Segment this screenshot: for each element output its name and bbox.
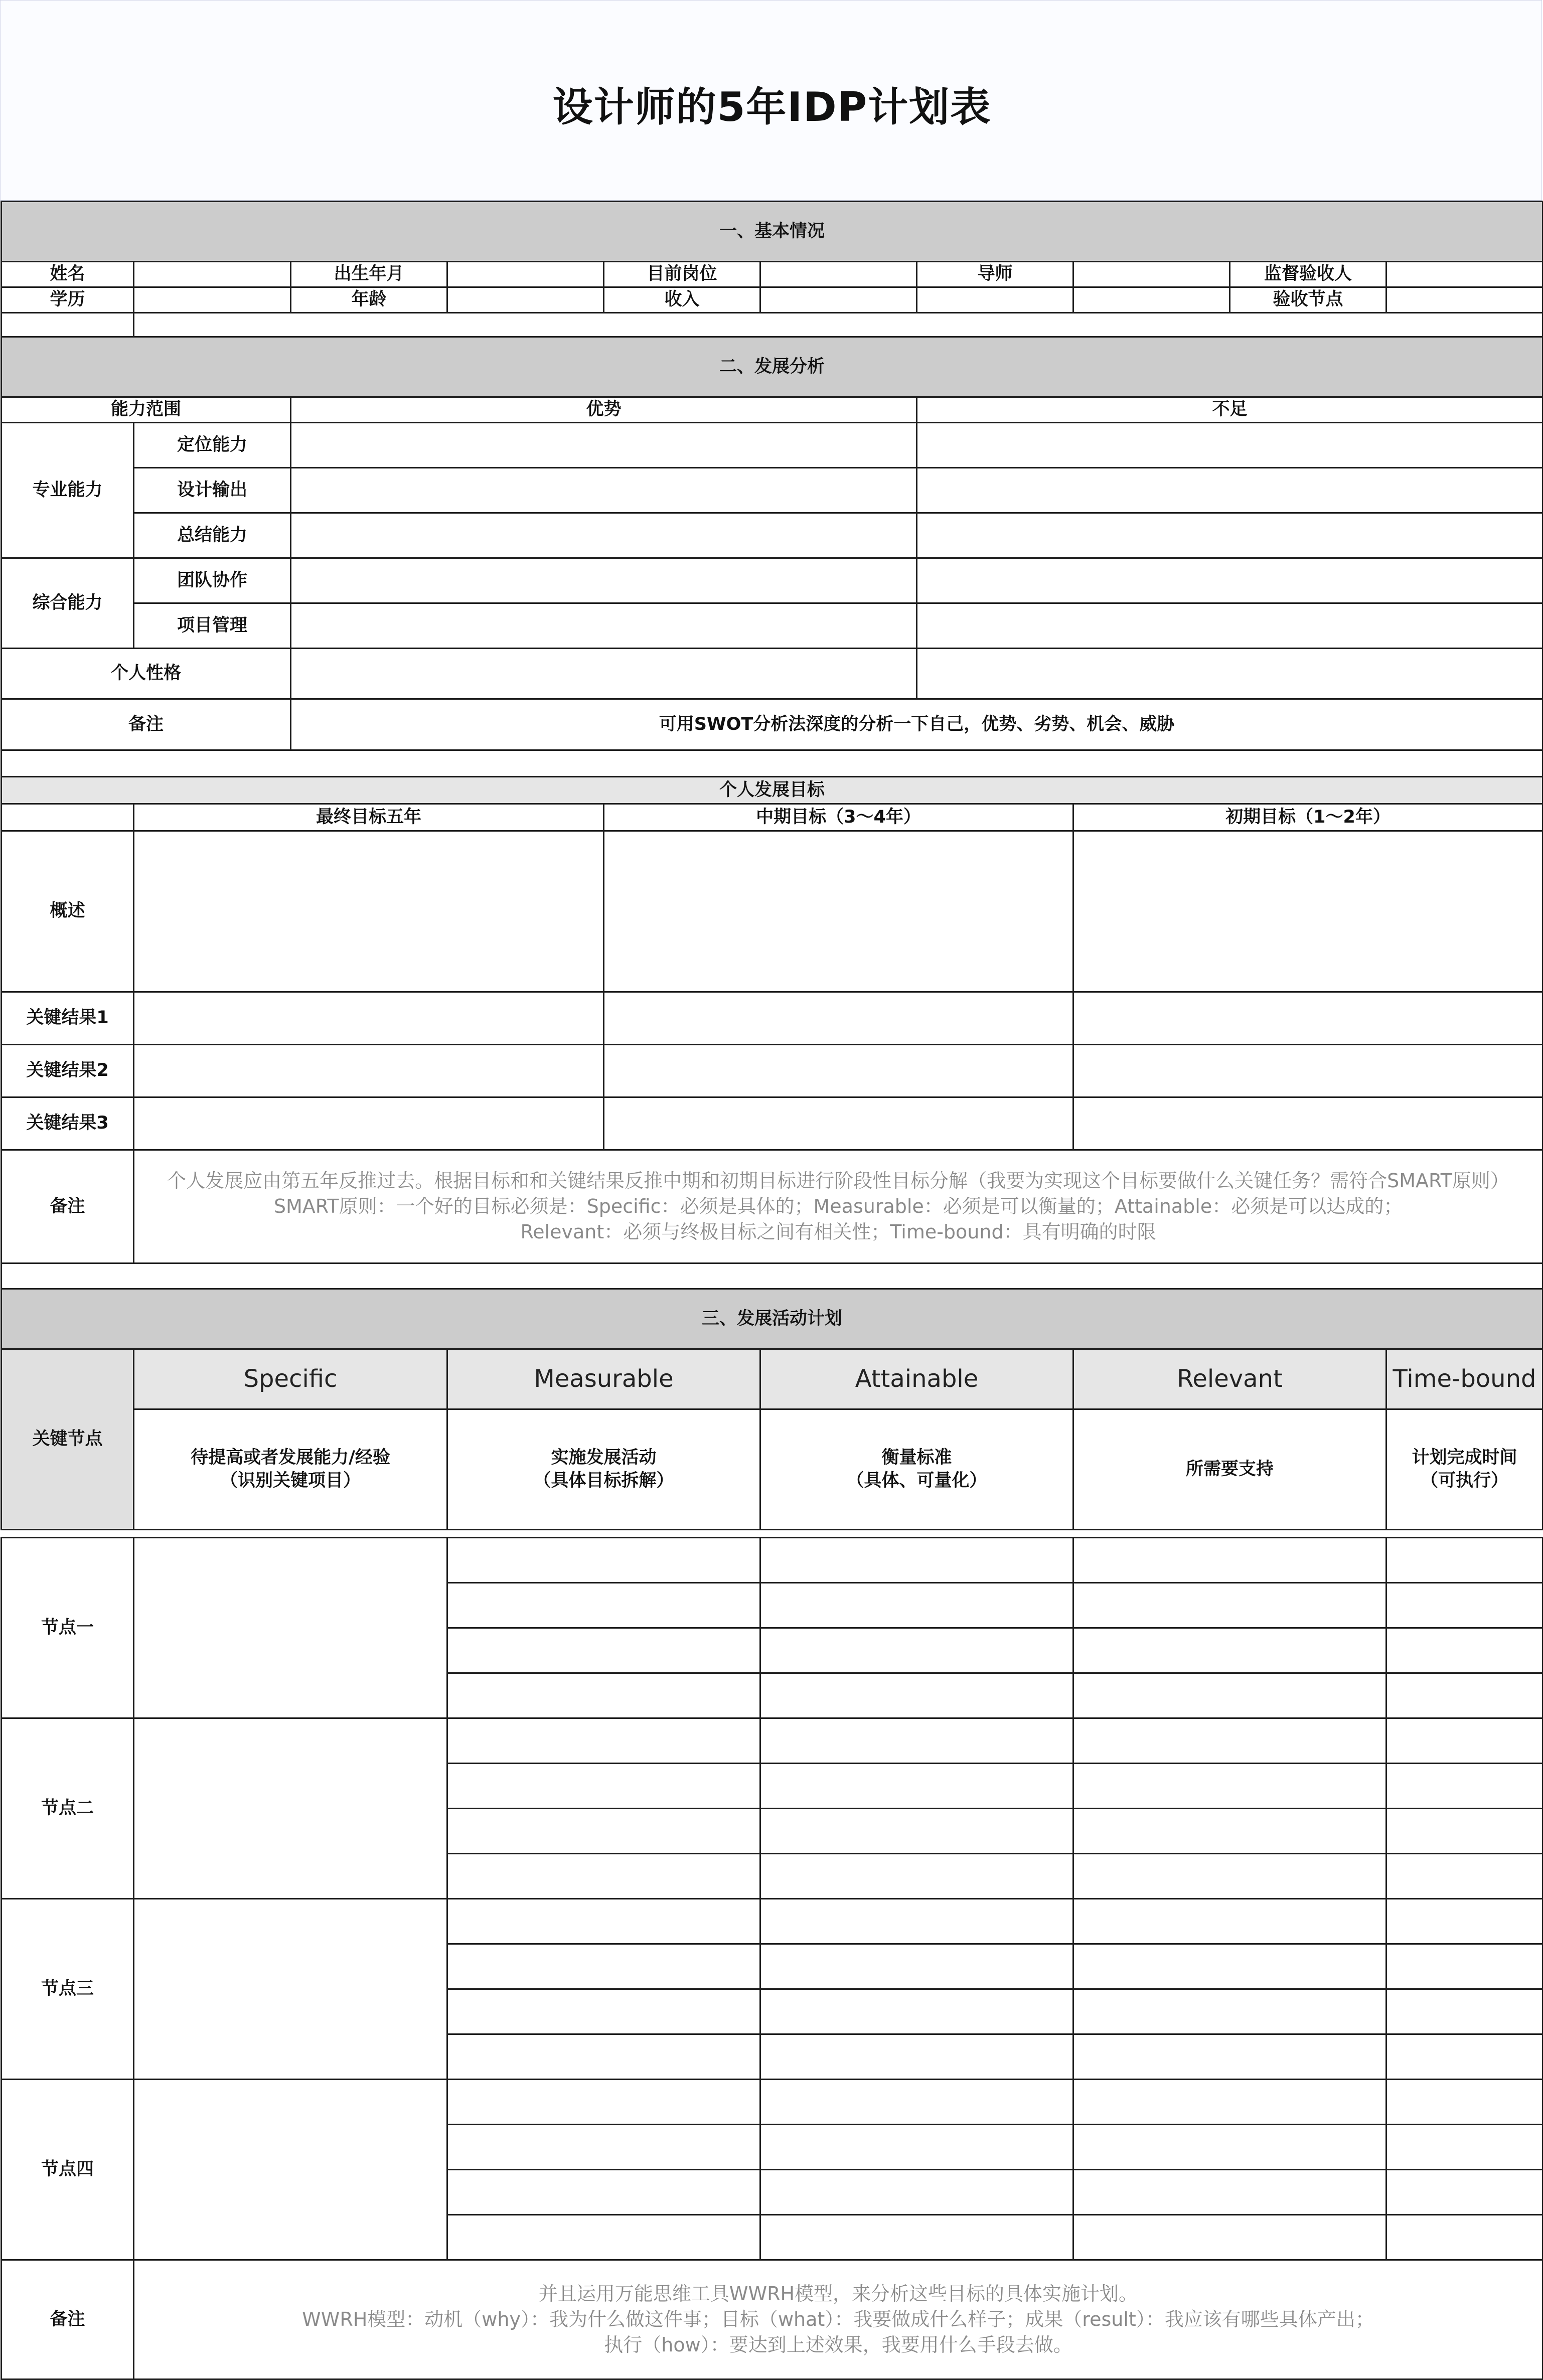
- spacer-row: [2, 750, 1543, 777]
- field-node-relevant[interactable]: [1073, 1944, 1386, 1989]
- field-node-attainable[interactable]: [760, 2080, 1073, 2125]
- desc-attainable: [760, 1409, 1073, 1530]
- goals-corner: [2, 804, 134, 831]
- field-node-measurable[interactable]: [447, 2125, 760, 2170]
- field-positioning-strength[interactable]: [291, 423, 917, 468]
- section-plan-header: 三、发展活动计划: [2, 1289, 1543, 1349]
- desc-line: （可执行）: [1421, 1470, 1509, 1491]
- header-measurable: Measurable: [447, 1349, 760, 1409]
- field-kr2-mid[interactable]: [604, 1045, 1073, 1097]
- header-time-bound: Time-bound: [1386, 1349, 1543, 1409]
- field-node-measurable[interactable]: [447, 1899, 760, 1944]
- label-name: 姓名: [2, 262, 134, 287]
- field-position[interactable]: [760, 262, 917, 287]
- field-node-attainable[interactable]: [760, 1628, 1073, 1673]
- desc-relevant: [1073, 1409, 1386, 1530]
- field-kr3-initial[interactable]: [1073, 1097, 1543, 1150]
- label-analysis-remark: 备注: [2, 699, 291, 750]
- field-node-time-bound[interactable]: [1386, 2125, 1543, 2170]
- field-node-attainable[interactable]: [760, 1538, 1073, 1583]
- field-node-time-bound[interactable]: [1386, 1989, 1543, 2034]
- field-summary-weakness[interactable]: [917, 513, 1543, 558]
- field-blank[interactable]: [1073, 287, 1230, 313]
- field-node-measurable[interactable]: [447, 1944, 760, 1989]
- field-node-relevant[interactable]: [1073, 1538, 1386, 1583]
- field-node-relevant[interactable]: [1073, 2034, 1386, 2080]
- label-project-management: 项目管理: [134, 603, 291, 649]
- field-node-relevant[interactable]: [1073, 2080, 1386, 2125]
- field-node4-specific[interactable]: [134, 2080, 447, 2260]
- desc-time-bound: [1386, 1409, 1543, 1530]
- desc-measurable: [447, 1409, 760, 1530]
- header-strengths: 优势: [291, 397, 917, 423]
- field-node-time-bound[interactable]: [1386, 2080, 1543, 2125]
- label-node-3: 节点三: [2, 1899, 134, 2080]
- header-mid-goal: 中期目标（3～4年）: [604, 804, 1073, 831]
- field-node3-specific[interactable]: [134, 1899, 447, 2080]
- label-node-4: 节点四: [2, 2080, 134, 2260]
- document-title: 设计师的5年IDP计划表: [552, 84, 992, 130]
- field-kr2-initial[interactable]: [1073, 1045, 1543, 1097]
- field-node-time-bound[interactable]: [1386, 1854, 1543, 1899]
- field-pm-weakness[interactable]: [917, 603, 1543, 649]
- plan-nodes-table: [1, 1537, 1543, 2380]
- field-education[interactable]: [134, 287, 291, 313]
- field-node-time-bound[interactable]: [1386, 1538, 1543, 1583]
- header-initial-goal: 初期目标（1～2年）: [1073, 804, 1543, 831]
- label-key-result-3: 关键结果3: [2, 1097, 134, 1150]
- field-node2-specific[interactable]: [134, 1718, 447, 1899]
- label-birth: 出生年月: [291, 262, 447, 287]
- desc-line: （具体目标拆解）: [533, 1470, 674, 1491]
- spacer-row: [2, 1263, 1543, 1289]
- field-node-time-bound[interactable]: [1386, 1583, 1543, 1628]
- blank-row: [134, 313, 1543, 337]
- goals-remark-line: 个人发展应由第五年反推过去。根据目标和和关键结果反推中期和初期目标进行阶段性目标分解（我要为实现这个目标要做什么关键任务？需符合SMART原则）: [167, 1169, 1509, 1192]
- field-kr2-final[interactable]: [134, 1045, 604, 1097]
- field-positioning-weakness[interactable]: [917, 423, 1543, 468]
- field-mentor[interactable]: [1073, 262, 1230, 287]
- label-node-2: 节点二: [2, 1718, 134, 1899]
- plan-remark-line: 并且运用万能思维工具WWRH模型，来分析这些目标的具体实施计划。: [538, 2282, 1138, 2305]
- label-professional-ability: 专业能力: [2, 423, 134, 558]
- field-node-attainable[interactable]: [760, 1809, 1073, 1854]
- plan-remark: [134, 2260, 1543, 2379]
- desc-line: （识别关键项目）: [220, 1470, 361, 1491]
- field-design-output-weakness[interactable]: [917, 468, 1543, 513]
- label-education: 学历: [2, 287, 134, 313]
- label-goals-remark: 备注: [2, 1150, 134, 1263]
- field-node-time-bound[interactable]: [1386, 1809, 1543, 1854]
- field-personality-strength[interactable]: [291, 649, 917, 699]
- field-kr1-final[interactable]: [134, 992, 604, 1045]
- label-key-node: 关键节点: [2, 1349, 134, 1530]
- field-node-attainable[interactable]: [760, 1899, 1073, 1944]
- field-node-attainable[interactable]: [760, 2215, 1073, 2260]
- field-node-measurable[interactable]: [447, 1718, 760, 1764]
- field-node-attainable[interactable]: [760, 1854, 1073, 1899]
- field-income[interactable]: [760, 287, 917, 313]
- field-node-attainable[interactable]: [760, 2125, 1073, 2170]
- field-supervisor[interactable]: [1386, 262, 1543, 287]
- label-node-1: 节点一: [2, 1538, 134, 1718]
- field-node-time-bound[interactable]: [1386, 1628, 1543, 1673]
- field-node-attainable[interactable]: [760, 1718, 1073, 1764]
- field-kr1-initial[interactable]: [1073, 992, 1543, 1045]
- field-node-time-bound[interactable]: [1386, 2170, 1543, 2215]
- field-kr3-mid[interactable]: [604, 1097, 1073, 1150]
- blank-cell: [2, 313, 134, 337]
- field-node-time-bound[interactable]: [1386, 2034, 1543, 2080]
- field-node-measurable[interactable]: [447, 1538, 760, 1583]
- field-node-attainable[interactable]: [760, 2034, 1073, 2080]
- field-pm-strength[interactable]: [291, 603, 917, 649]
- field-node-relevant[interactable]: [1073, 1989, 1386, 2034]
- field-node-attainable[interactable]: [760, 1989, 1073, 2034]
- title-banner: [0, 0, 1542, 201]
- field-node-attainable[interactable]: [760, 1583, 1073, 1628]
- section-basic-header: 一、基本情况: [2, 202, 1543, 262]
- header-attainable: Attainable: [760, 1349, 1073, 1409]
- desc-line: 待提高或者发展能力/经验: [191, 1448, 390, 1468]
- field-node-measurable[interactable]: [447, 2215, 760, 2260]
- label-design-output: 设计输出: [134, 468, 291, 513]
- field-node-attainable[interactable]: [760, 1673, 1073, 1718]
- field-node-attainable[interactable]: [760, 1944, 1073, 1989]
- section-goals-header: 个人发展目标: [2, 777, 1543, 804]
- field-node-relevant[interactable]: [1073, 1764, 1386, 1809]
- desc-line: 计划完成时间: [1412, 1448, 1517, 1468]
- field-node1-specific[interactable]: [134, 1538, 447, 1718]
- field-node-measurable[interactable]: [447, 1854, 760, 1899]
- label-positioning: 定位能力: [134, 423, 291, 468]
- label-teamwork: 团队协作: [134, 558, 291, 603]
- header-final-goal: 最终目标五年: [134, 804, 604, 831]
- field-node-relevant[interactable]: [1073, 1718, 1386, 1764]
- label-income: 收入: [604, 287, 760, 313]
- plan-remark-line: 执行（how）：要达到上述效果，我要用什么手段去做。: [604, 2334, 1072, 2356]
- desc-line: 衡量标准: [881, 1448, 952, 1468]
- field-overview-initial[interactable]: [1073, 831, 1543, 992]
- label-summary: 总结能力: [134, 513, 291, 558]
- field-teamwork-weakness[interactable]: [917, 558, 1543, 603]
- desc-line: 所需要支持: [1185, 1459, 1274, 1479]
- field-node-measurable[interactable]: [447, 2034, 760, 2080]
- field-kr1-mid[interactable]: [604, 992, 1073, 1045]
- field-overview-final[interactable]: [134, 831, 604, 992]
- goals-remark-line: SMART原则：一个好的目标必须是：Specific：必须是具体的；Measurable：必须是可以衡量的；Attainable：必须是可以达成的；: [273, 1195, 1403, 1217]
- field-node-relevant[interactable]: [1073, 2215, 1386, 2260]
- field-check-node[interactable]: [1386, 287, 1543, 313]
- field-node-time-bound[interactable]: [1386, 1718, 1543, 1764]
- field-node-time-bound[interactable]: [1386, 2215, 1543, 2260]
- field-overview-mid[interactable]: [604, 831, 1073, 992]
- header-weaknesses: 不足: [917, 397, 1543, 423]
- field-node-measurable[interactable]: [447, 1989, 760, 2034]
- field-node-time-bound[interactable]: [1386, 1673, 1543, 1718]
- section-analysis-header: 二、发展分析: [2, 337, 1543, 397]
- goals-remark: [134, 1150, 1543, 1263]
- label-overview: 概述: [2, 831, 134, 992]
- idp-sheet: [1, 201, 1543, 1530]
- field-node-relevant[interactable]: [1073, 2170, 1386, 2215]
- label-key-result-2: 关键结果2: [2, 1045, 134, 1097]
- field-node-attainable[interactable]: [760, 1764, 1073, 1809]
- desc-specific: [134, 1409, 447, 1530]
- desc-line: （具体、可量化）: [846, 1470, 987, 1491]
- label-general-ability: 综合能力: [2, 558, 134, 649]
- field-node-relevant[interactable]: [1073, 1854, 1386, 1899]
- field-node-time-bound[interactable]: [1386, 1944, 1543, 1989]
- field-node-measurable[interactable]: [447, 2080, 760, 2125]
- label-position: 目前岗位: [604, 262, 760, 287]
- field-personality-weakness[interactable]: [917, 649, 1543, 699]
- field-node-time-bound[interactable]: [1386, 1764, 1543, 1809]
- field-node-relevant[interactable]: [1073, 1628, 1386, 1673]
- label-supervisor: 监督验收人: [1230, 262, 1386, 287]
- field-age[interactable]: [447, 287, 604, 313]
- header-specific: Specific: [134, 1349, 447, 1409]
- field-node-measurable[interactable]: [447, 1583, 760, 1628]
- field-node-relevant[interactable]: [1073, 1673, 1386, 1718]
- field-node-measurable[interactable]: [447, 1628, 760, 1673]
- field-name[interactable]: [134, 262, 291, 287]
- field-node-relevant[interactable]: [1073, 1809, 1386, 1854]
- field-node-attainable[interactable]: [760, 2170, 1073, 2215]
- field-design-output-strength[interactable]: [291, 468, 917, 513]
- desc-line: 实施发展活动: [551, 1448, 657, 1468]
- field-node-relevant[interactable]: [1073, 1583, 1386, 1628]
- label-check-node: 验收节点: [1230, 287, 1386, 313]
- label-key-result-1: 关键结果1: [2, 992, 134, 1045]
- field-kr3-final[interactable]: [134, 1097, 604, 1150]
- plan-remark-line: WWRH模型：动机（why）：我为什么做这件事；目标（what）：我要做成什么样子；成果（result）：我应该有哪些具体产出；: [302, 2308, 1374, 2330]
- label-age: 年龄: [291, 287, 447, 313]
- field-node-relevant[interactable]: [1073, 2125, 1386, 2170]
- field-node-measurable[interactable]: [447, 1809, 760, 1854]
- field-node-measurable[interactable]: [447, 2170, 760, 2215]
- field-node-measurable[interactable]: [447, 1673, 760, 1718]
- label-personality: 个人性格: [2, 649, 291, 699]
- field-node-measurable[interactable]: [447, 1764, 760, 1809]
- field-teamwork-strength[interactable]: [291, 558, 917, 603]
- field-birth[interactable]: [447, 262, 604, 287]
- header-relevant: Relevant: [1073, 1349, 1386, 1409]
- field-node-relevant[interactable]: [1073, 1899, 1386, 1944]
- analysis-remark-text: 可用SWOT分析法深度的分析一下自己，优势、劣势、机会、威胁: [291, 699, 1543, 750]
- field-summary-strength[interactable]: [291, 513, 917, 558]
- goals-remark-line: Relevant：必须与终极目标之间有相关性；Time-bound：具有明确的时限: [520, 1221, 1156, 1243]
- label-plan-remark: 备注: [2, 2260, 134, 2379]
- header-ability-scope: 能力范围: [2, 397, 291, 423]
- label-mentor: 导师: [917, 262, 1073, 287]
- field-node-time-bound[interactable]: [1386, 1899, 1543, 1944]
- blank-label: [917, 287, 1073, 313]
